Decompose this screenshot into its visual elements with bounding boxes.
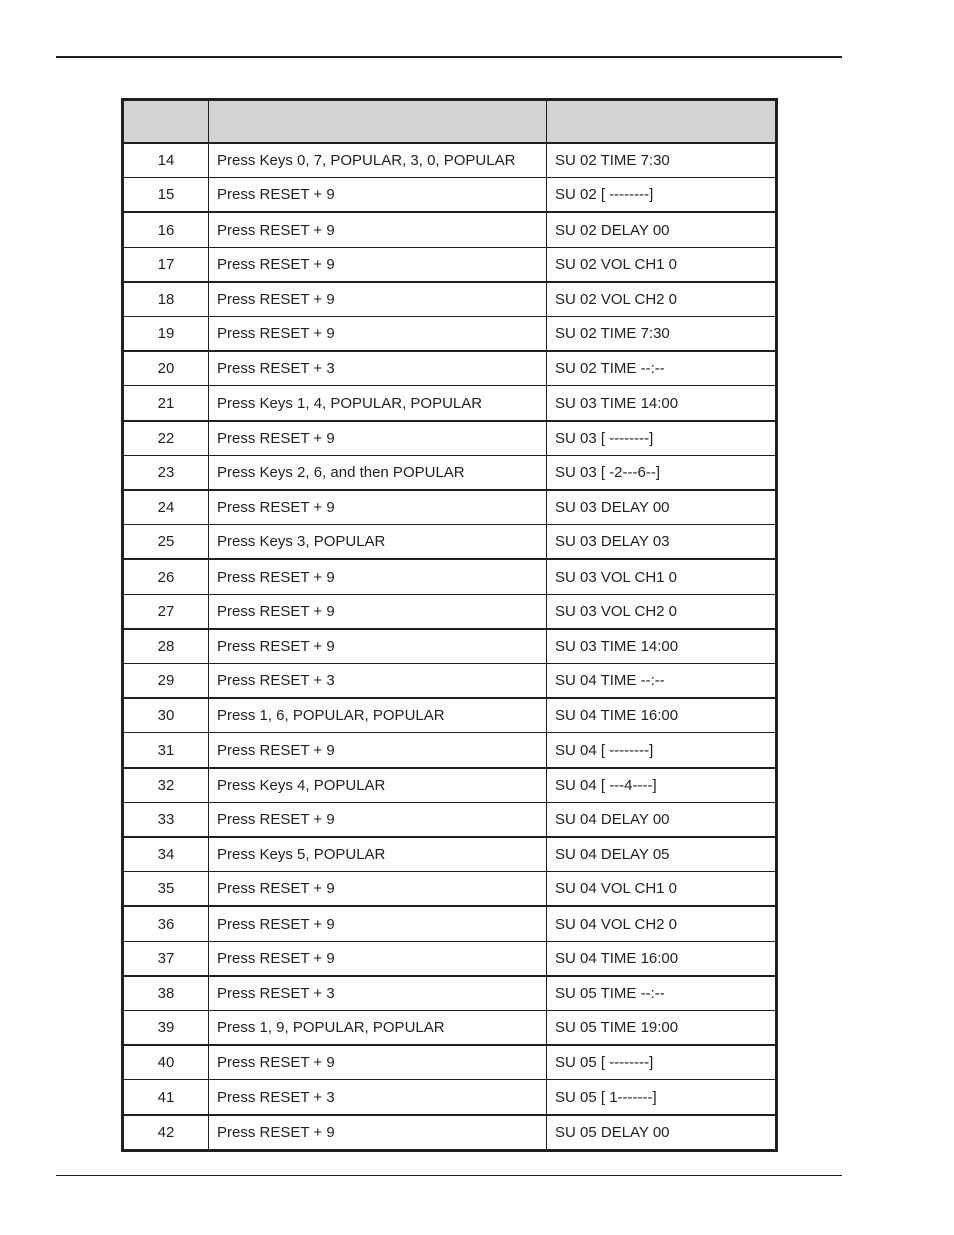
step-cell: 25	[124, 525, 209, 560]
table-row	[124, 1080, 776, 1115]
step-cell: 15	[124, 178, 209, 213]
step-cell: 18	[124, 282, 209, 317]
step-cell: 35	[124, 872, 209, 907]
step-cell: 17	[124, 247, 209, 282]
step-cell: 20	[124, 351, 209, 386]
top-rule	[56, 56, 842, 58]
action-cell: Press RESET + 9	[209, 490, 547, 525]
table-row	[124, 698, 776, 733]
action-cell: Press RESET + 9	[209, 733, 547, 768]
action-cell: Press RESET + 9	[209, 1045, 547, 1080]
action-cell: Press RESET + 9	[209, 802, 547, 837]
step-cell: 14	[124, 143, 209, 178]
action-cell: Press RESET + 9	[209, 941, 547, 976]
action-cell: Press Keys 2, 6, and then POPULAR	[209, 455, 547, 490]
display-cell: SU 03 [ --------]	[547, 421, 776, 456]
display-cell: SU 03 TIME 14:00	[547, 386, 776, 421]
table-row	[124, 178, 776, 213]
display-cell: SU 02 TIME --:--	[547, 351, 776, 386]
table-row	[124, 906, 776, 941]
step-cell: 31	[124, 733, 209, 768]
action-cell: Press 1, 9, POPULAR, POPULAR	[209, 1011, 547, 1046]
programming-steps-table	[121, 98, 778, 1152]
table-row	[124, 351, 776, 386]
action-cell: Press RESET + 9	[209, 282, 547, 317]
display-cell: SU 03 DELAY 00	[547, 490, 776, 525]
table-row	[124, 421, 776, 456]
table-row	[124, 941, 776, 976]
step-cell: 23	[124, 455, 209, 490]
table-row	[124, 872, 776, 907]
bottom-rule	[56, 1175, 842, 1176]
step-cell: 16	[124, 212, 209, 247]
display-cell: SU 02 VOL CH1 0	[547, 247, 776, 282]
display-cell: SU 05 TIME --:--	[547, 976, 776, 1011]
header-display	[547, 101, 776, 144]
table-row	[124, 976, 776, 1011]
table-row	[124, 455, 776, 490]
table-row	[124, 317, 776, 352]
display-cell: SU 02 TIME 7:30	[547, 143, 776, 178]
table-row	[124, 837, 776, 872]
step-cell: 30	[124, 698, 209, 733]
table-row	[124, 247, 776, 282]
display-cell: SU 04 [ --------]	[547, 733, 776, 768]
action-cell: Press RESET + 9	[209, 872, 547, 907]
step-cell: 39	[124, 1011, 209, 1046]
action-cell: Press RESET + 9	[209, 1115, 547, 1150]
step-cell: 40	[124, 1045, 209, 1080]
action-cell: Press RESET + 3	[209, 1080, 547, 1115]
action-cell: Press Keys 1, 4, POPULAR, POPULAR	[209, 386, 547, 421]
table-row	[124, 733, 776, 768]
display-cell: SU 04 VOL CH1 0	[547, 872, 776, 907]
table-row	[124, 525, 776, 560]
table-row	[124, 802, 776, 837]
display-cell: SU 05 [ --------]	[547, 1045, 776, 1080]
display-cell: SU 02 [ --------]	[547, 178, 776, 213]
table-row	[124, 594, 776, 629]
header-action	[209, 101, 547, 144]
step-cell: 28	[124, 629, 209, 664]
table-row	[124, 629, 776, 664]
display-cell: SU 04 [ ---4----]	[547, 768, 776, 803]
display-cell: SU 05 DELAY 00	[547, 1115, 776, 1150]
table-row	[124, 1115, 776, 1150]
table-row	[124, 1011, 776, 1046]
display-cell: SU 04 TIME --:--	[547, 664, 776, 699]
display-cell: SU 02 TIME 7:30	[547, 317, 776, 352]
table-row	[124, 143, 776, 178]
display-cell: SU 04 VOL CH2 0	[547, 906, 776, 941]
step-cell: 33	[124, 802, 209, 837]
action-cell: Press RESET + 3	[209, 351, 547, 386]
table-row	[124, 1045, 776, 1080]
action-cell: Press RESET + 9	[209, 421, 547, 456]
table-row	[124, 664, 776, 699]
display-cell: SU 02 DELAY 00	[547, 212, 776, 247]
action-cell: Press RESET + 9	[209, 629, 547, 664]
action-cell: Press RESET + 9	[209, 317, 547, 352]
step-cell: 21	[124, 386, 209, 421]
display-cell: SU 05 [ 1-------]	[547, 1080, 776, 1115]
display-cell: SU 04 DELAY 00	[547, 802, 776, 837]
table-row	[124, 212, 776, 247]
step-cell: 41	[124, 1080, 209, 1115]
table-row	[124, 559, 776, 594]
display-cell: SU 04 TIME 16:00	[547, 698, 776, 733]
step-cell: 27	[124, 594, 209, 629]
display-cell: SU 02 VOL CH2 0	[547, 282, 776, 317]
step-cell: 37	[124, 941, 209, 976]
action-cell: Press Keys 4, POPULAR	[209, 768, 547, 803]
display-cell: SU 05 TIME 19:00	[547, 1011, 776, 1046]
action-cell: Press Keys 0, 7, POPULAR, 3, 0, POPULAR	[209, 143, 547, 178]
action-cell: Press RESET + 9	[209, 559, 547, 594]
display-cell: SU 03 VOL CH1 0	[547, 559, 776, 594]
action-cell: Press RESET + 3	[209, 976, 547, 1011]
table-row	[124, 282, 776, 317]
step-cell: 36	[124, 906, 209, 941]
action-cell: Press RESET + 9	[209, 178, 547, 213]
display-cell: SU 04 TIME 16:00	[547, 941, 776, 976]
step-cell: 24	[124, 490, 209, 525]
action-cell: Press RESET + 9	[209, 247, 547, 282]
step-cell: 32	[124, 768, 209, 803]
action-cell: Press RESET + 9	[209, 906, 547, 941]
step-cell: 22	[124, 421, 209, 456]
step-cell: 42	[124, 1115, 209, 1150]
step-cell: 34	[124, 837, 209, 872]
step-cell: 38	[124, 976, 209, 1011]
display-cell: SU 03 TIME 14:00	[547, 629, 776, 664]
table-row	[124, 386, 776, 421]
step-cell: 29	[124, 664, 209, 699]
action-cell: Press RESET + 9	[209, 594, 547, 629]
action-cell: Press Keys 5, POPULAR	[209, 837, 547, 872]
display-cell: SU 03 DELAY 03	[547, 525, 776, 560]
display-cell: SU 04 DELAY 05	[547, 837, 776, 872]
table-row	[124, 490, 776, 525]
action-cell: Press RESET + 3	[209, 664, 547, 699]
header-step	[124, 101, 209, 144]
display-cell: SU 03 [ -2---6--]	[547, 455, 776, 490]
action-cell: Press RESET + 9	[209, 212, 547, 247]
display-cell: SU 03 VOL CH2 0	[547, 594, 776, 629]
table-header-row	[124, 101, 776, 144]
action-cell: Press 1, 6, POPULAR, POPULAR	[209, 698, 547, 733]
step-cell: 19	[124, 317, 209, 352]
step-cell: 26	[124, 559, 209, 594]
action-cell: Press Keys 3, POPULAR	[209, 525, 547, 560]
table-row	[124, 768, 776, 803]
